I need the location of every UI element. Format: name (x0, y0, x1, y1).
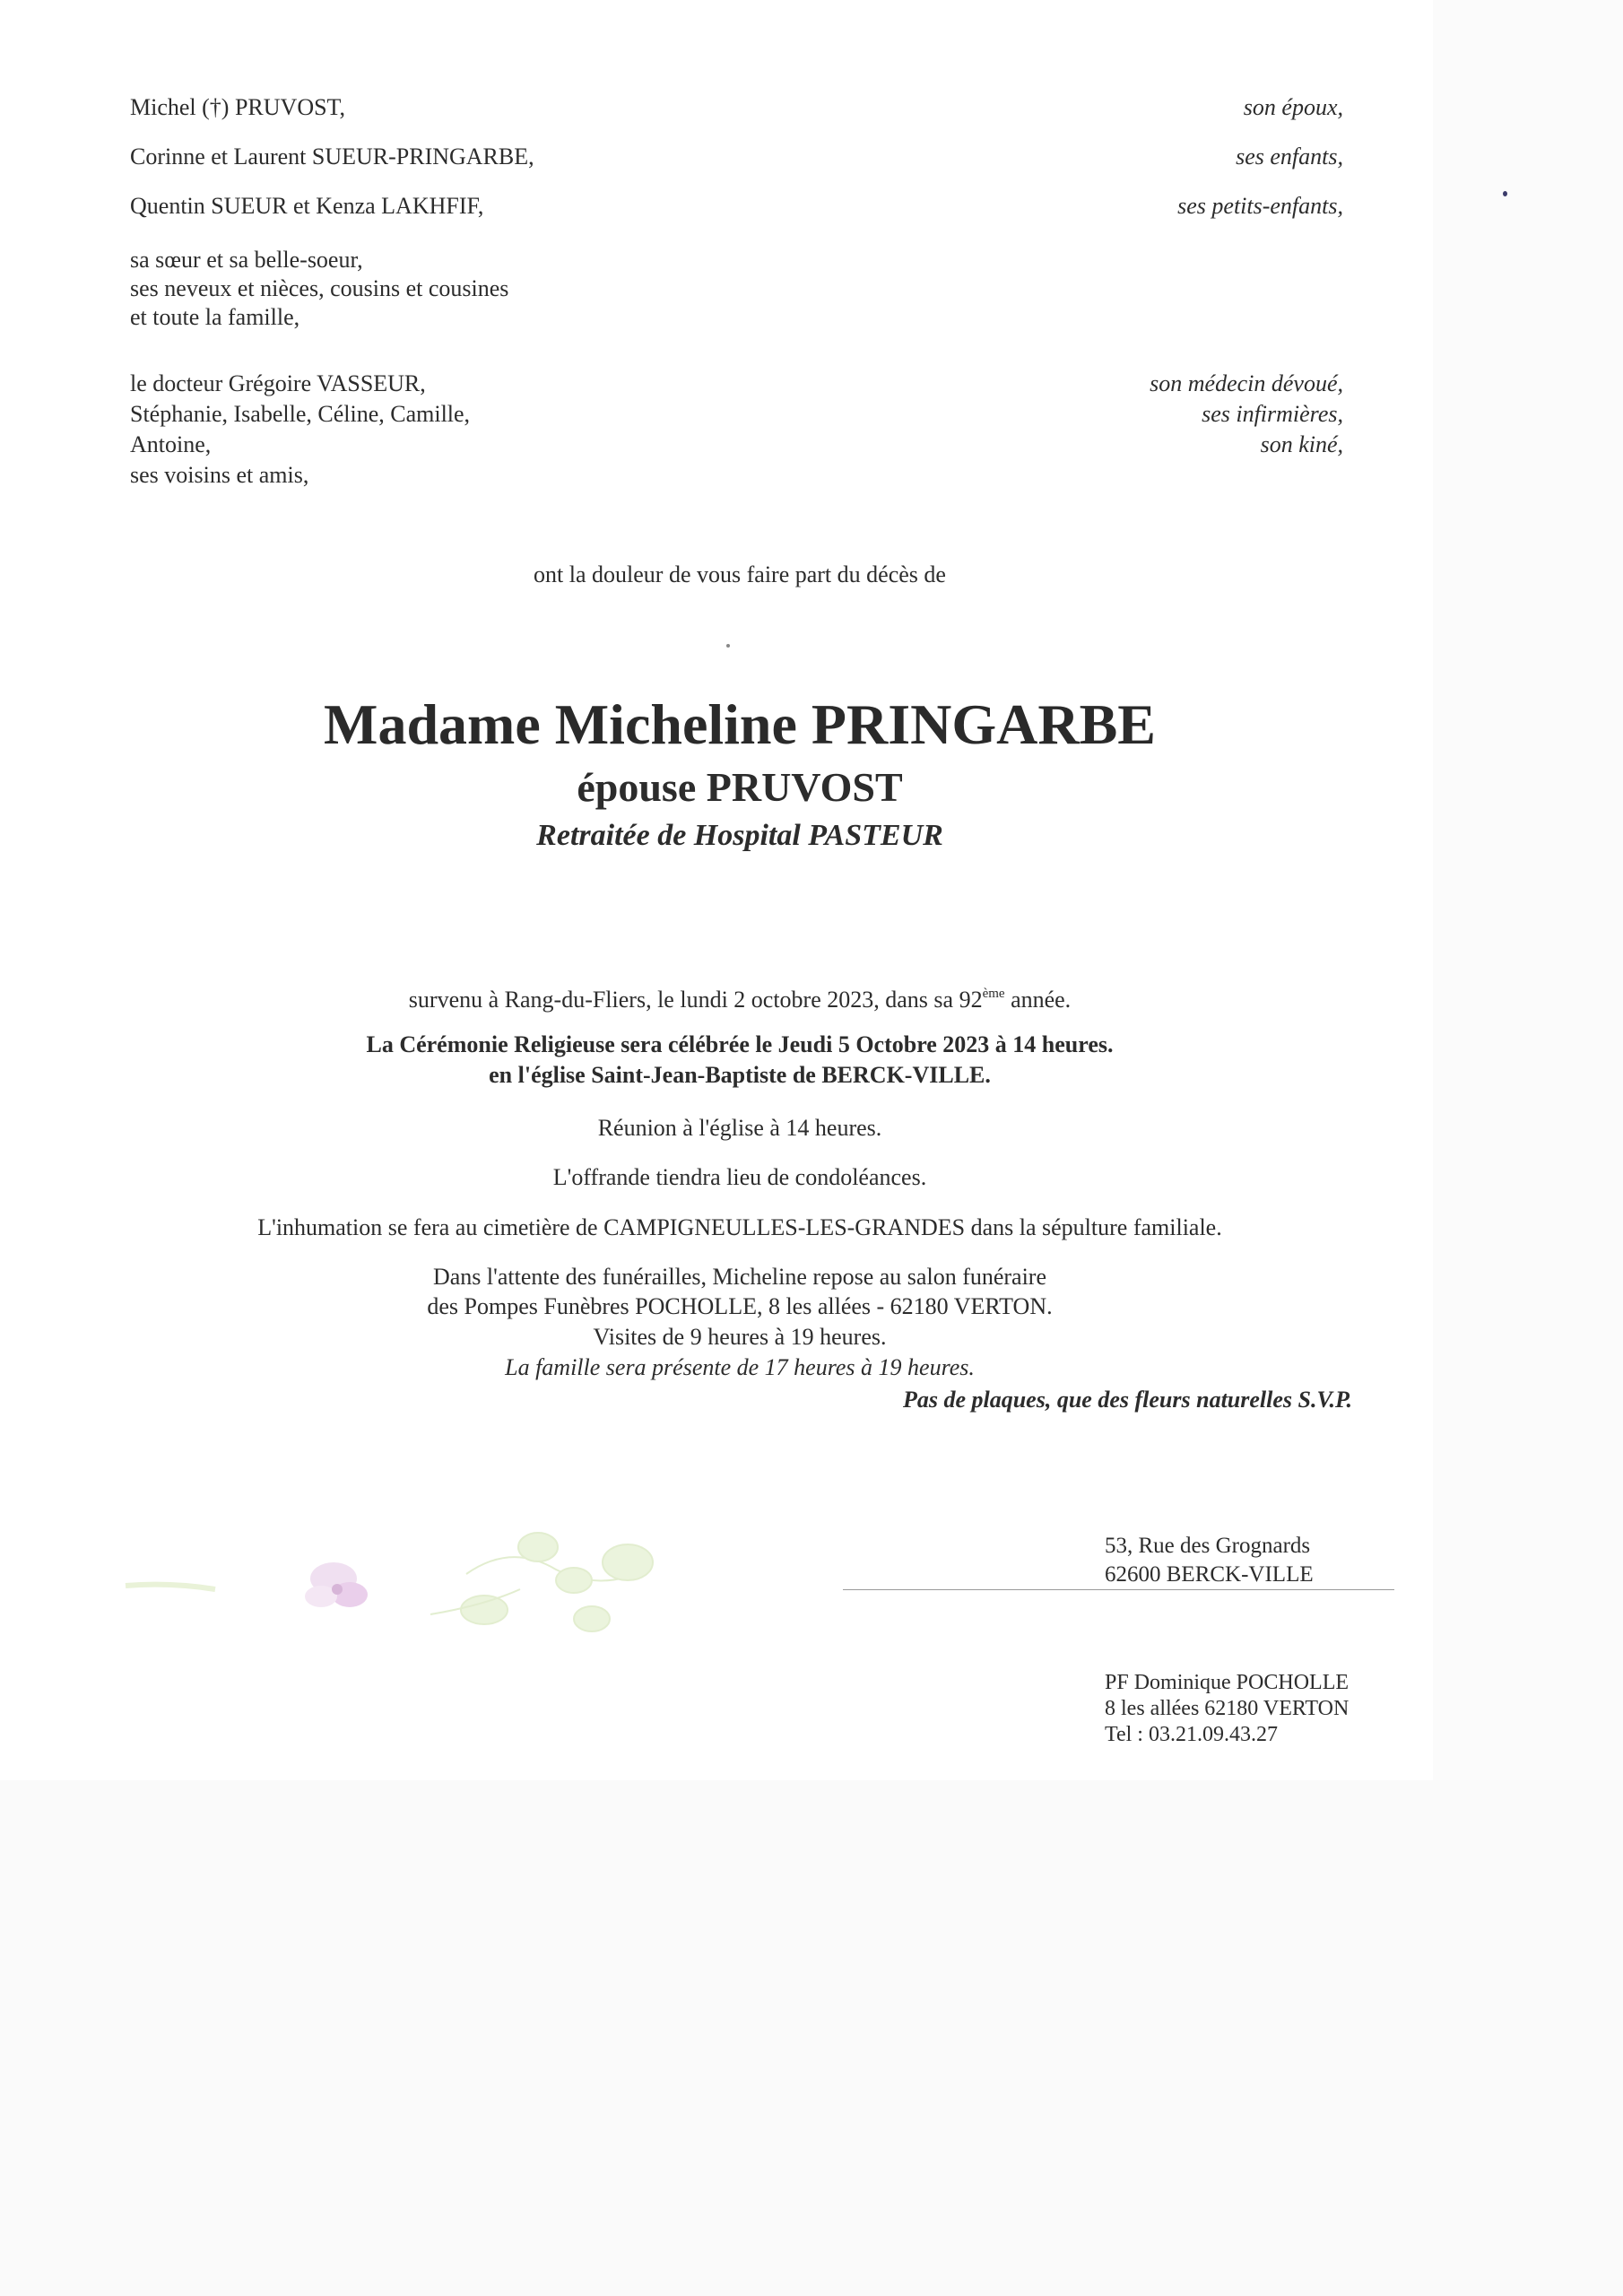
rest-line-2: des Pompes Funèbres POCHOLLE, 8 les allées - 62180 VERTON. (427, 1293, 1053, 1319)
home-address-line-1: 53, Rue des Grognards (1105, 1534, 1311, 1558)
relatives-line-1: sa sœur et sa belle-soeur, (130, 247, 363, 273)
flowers-note: Pas de plaques, que des fleurs naturelles S.V.P. (902, 1387, 1352, 1413)
scan-speck (1503, 191, 1507, 196)
family-name-1: Michel (†) PRUVOST, (130, 94, 346, 120)
announcement-line: ont la douleur de vous faire part du décès de (534, 561, 946, 587)
offering-line: L'offrande tiendra lieu de condoléances. (552, 1164, 927, 1190)
meeting-line: Réunion à l'église à 14 heures. (597, 1115, 882, 1141)
deceased-occupation: Retraitée de Hospital PASTEUR (536, 819, 943, 852)
ceremony-line-1: La Cérémonie Religieuse sera célébrée le Jeudi 5 Octobre 2023 à 14 heures. (366, 1031, 1114, 1057)
rest-line-1: Dans l'attente des funérailles, Micheline repose au salon funéraire (432, 1264, 1047, 1290)
carers-line-2: Stéphanie, Isabelle, Céline, Camille, (130, 401, 471, 427)
rest-line-3: Visites de 9 heures à 19 heures. (593, 1324, 887, 1350)
funeral-home-line-1: PF Dominique POCHOLLE (1105, 1671, 1350, 1694)
orchid-decoration (90, 1507, 717, 1641)
family-name-3: Quentin SUEUR et Kenza LAKHFIF, (130, 193, 484, 219)
deceased-name: Madame Micheline PRINGARBE (324, 692, 1156, 756)
scan-edge (1433, 0, 1623, 1780)
carer-role-1: son médecin dévoué, (1150, 370, 1343, 396)
family-presence-line: La famille sera présente de 17 heures à 19 heures. (505, 1354, 975, 1380)
family-name-2: Corinne et Laurent SUEUR-PRINGARBE, (130, 144, 534, 170)
family-role-1: son époux, (1243, 94, 1343, 120)
relatives-line-2: ses neveux et nièces, cousins et cousines (130, 275, 509, 301)
carers-line-3: Antoine, (130, 431, 212, 457)
scan-speck (726, 644, 730, 648)
relatives-line-3: et toute la famille, (130, 304, 300, 330)
ceremony-line-2: en l'église Saint-Jean-Baptiste de BERCK-VILLE. (489, 1062, 991, 1088)
scan-bottom-area (0, 1780, 1623, 2296)
carers-line-1: le docteur Grégoire VASSEUR, (130, 370, 426, 396)
address-divider (843, 1589, 1394, 1590)
family-role-3: ses petits-enfants, (1177, 193, 1343, 219)
burial-line: L'inhumation se fera au cimetière de CAMPIGNEULLES-LES-GRANDES dans la sépulture familiale. (257, 1214, 1222, 1240)
carer-role-3: son kiné, (1260, 431, 1343, 457)
funeral-home-line-3: Tel : 03.21.09.43.27 (1105, 1723, 1278, 1746)
family-role-2: ses enfants, (1236, 144, 1343, 170)
death-details: survenu à Rang-du-Fliers, le lundi 2 octobre 2023, dans sa 92ème année. (408, 987, 1072, 1013)
home-address-line-2: 62600 BERCK-VILLE (1105, 1562, 1314, 1587)
deceased-spouse: épouse PRUVOST (577, 764, 903, 810)
funeral-home-line-2: 8 les allées 62180 VERTON (1105, 1697, 1350, 1720)
carers-line-4: ses voisins et amis, (130, 462, 309, 488)
carer-role-2: ses infirmières, (1202, 401, 1343, 427)
